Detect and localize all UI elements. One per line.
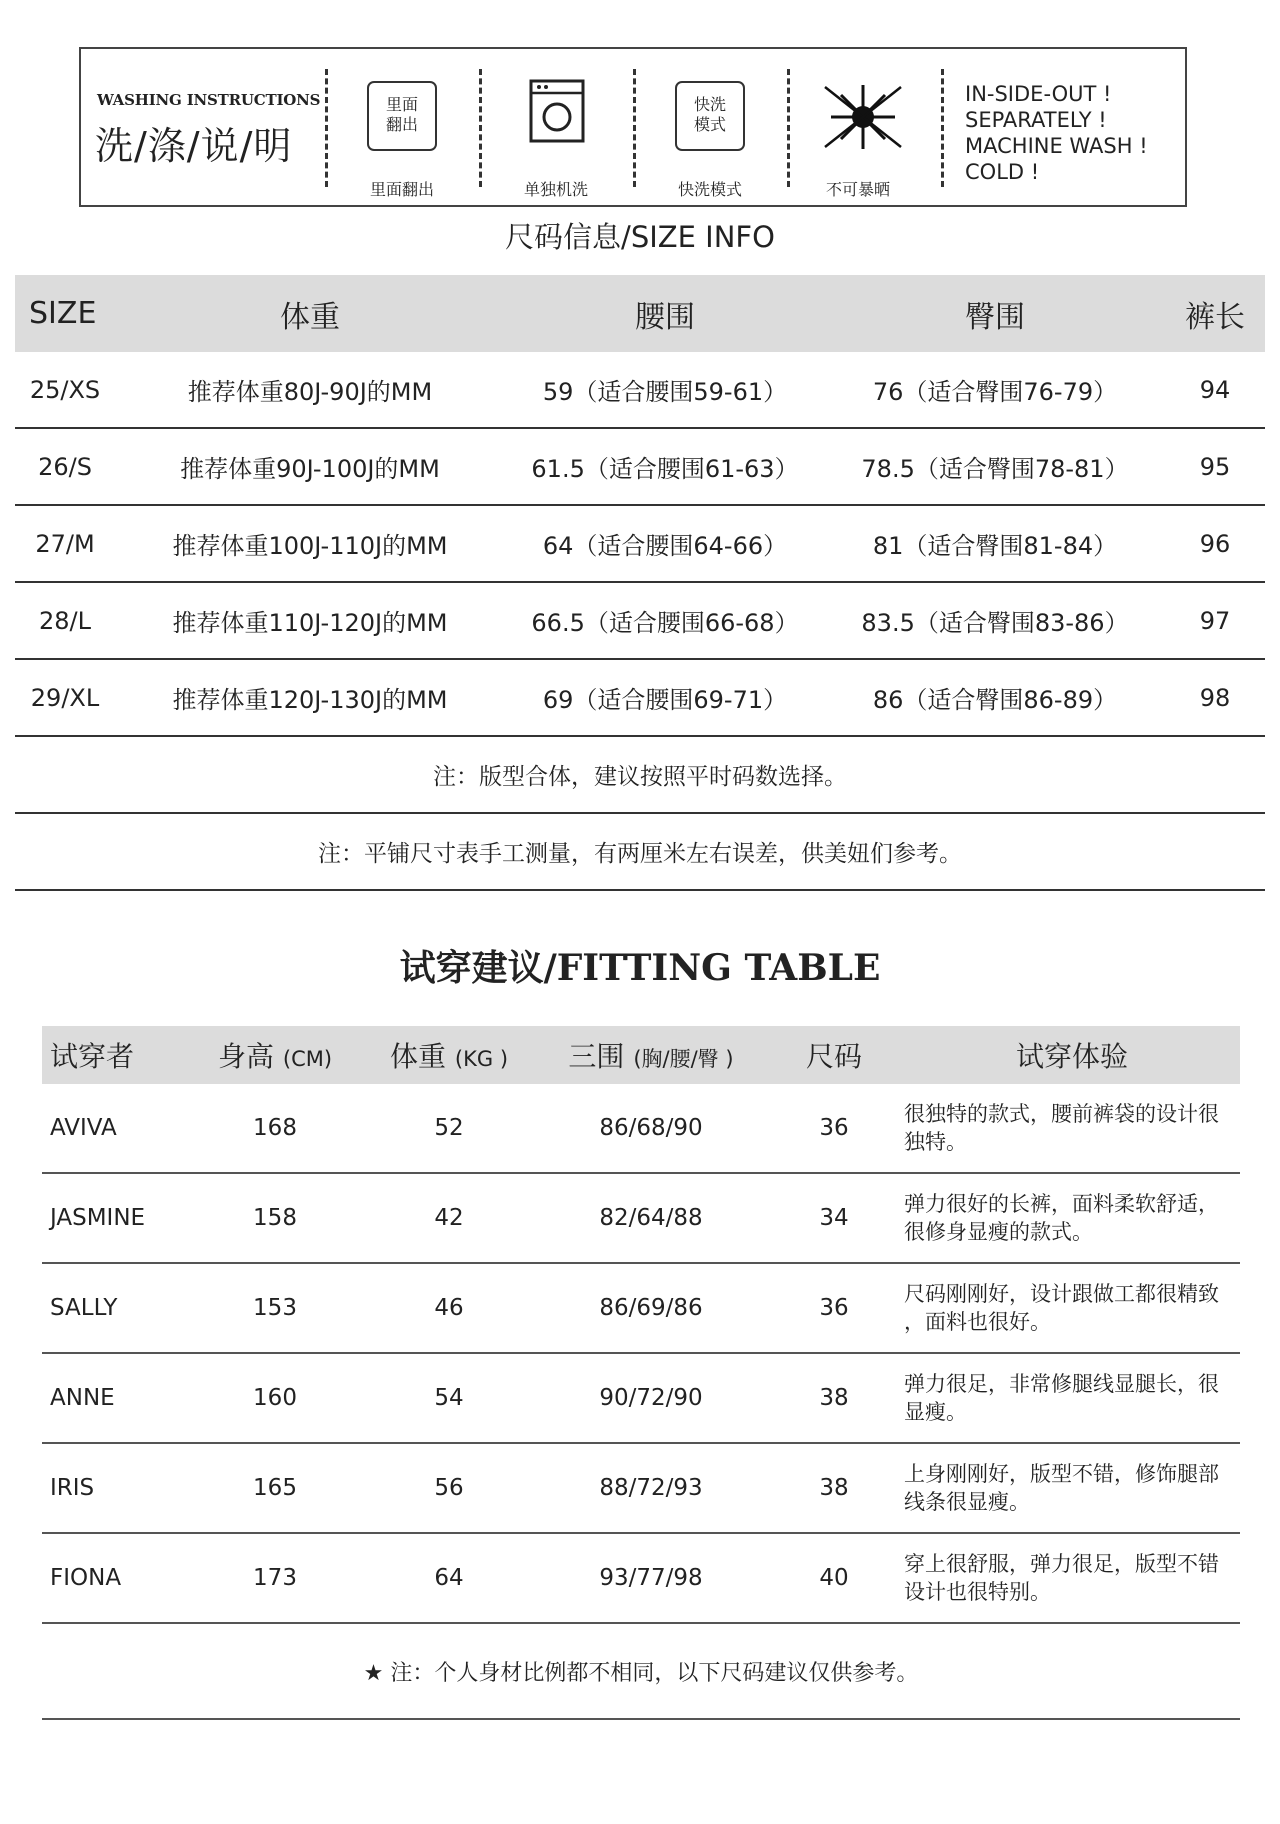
table-row [42,1263,1240,1353]
wash-caption: 里面翻出 [369,180,434,199]
cell-tester: ANNE [42,1353,190,1443]
cell-measurements: 86/68/90 [538,1084,764,1173]
cell-size: 29/XL [15,659,115,736]
note-row [15,736,1265,813]
cell-hip: 86（适合臀围86-89） [825,659,1165,736]
cell-length: 97 [1165,582,1265,659]
table-row [15,659,1265,736]
cell-hip: 76（适合臀围76-79） [825,352,1165,428]
fitting-table-header [42,1026,1240,1084]
header-label: 试穿体验 [1015,1040,1128,1073]
cell-height: 165 [190,1443,360,1533]
header-experience [904,1026,1240,1084]
cell-weight: 52 [360,1084,538,1173]
table-row [42,1173,1240,1263]
cell-height: 153 [190,1263,360,1353]
cell-weight: 54 [360,1353,538,1443]
header-label: 身高 [217,1040,274,1073]
header-waist: 腰围 [505,275,825,352]
table-row [15,505,1265,582]
cell-size: 38 [764,1353,904,1443]
header-size: SIZE [15,275,115,352]
header-label: 三围 [568,1040,625,1073]
wash-item-quick [645,63,775,203]
cell-size: 36 [764,1084,904,1173]
cell-tester: AVIVA [42,1084,190,1173]
cell-size: 26/S [15,428,115,505]
dashed-divider [633,69,636,187]
header-unit: (KG ) [454,1047,509,1071]
cell-weight: 64 [360,1533,538,1623]
wash-line: SEPARATELY ! [965,108,1107,132]
icon-text: 快洗 模式 [693,95,726,134]
note-row [42,1623,1240,1719]
fitting-note: ★ 注：个人身材比例都不相同，以下尺码建议仅供参考。 [42,1623,1240,1719]
cell-waist: 61.5（适合腰围61-63） [505,428,825,505]
wash-caption: 单独机洗 [523,180,588,199]
cell-tester: JASMINE [42,1173,190,1263]
cell-tester: FIONA [42,1533,190,1623]
cell-experience: 很独特的款式，腰前裤袋的设计很独特。 [904,1084,1240,1173]
cell-height: 158 [190,1173,360,1263]
dashed-divider [787,69,790,187]
wash-item-no-sun [793,63,923,203]
dashed-divider [325,69,328,187]
cell-size: 25/XS [15,352,115,428]
cell-weight: 推荐体重110J-120J的MM [115,582,505,659]
cell-weight: 推荐体重120J-130J的MM [115,659,505,736]
cell-waist: 69（适合腰围69-71） [505,659,825,736]
cell-experience: 尺码刚刚好，设计跟做工都很精致 ，面料也很好。 [904,1263,1240,1353]
cell-size: 34 [764,1173,904,1263]
header-hip: 臀围 [825,275,1165,352]
header-label: 体重 [389,1040,446,1073]
cell-measurements: 82/64/88 [538,1173,764,1263]
header-length: 裤长 [1165,275,1265,352]
cell-experience: 弹力很足，非常修腿线显腿长，很显瘦。 [904,1353,1240,1443]
cell-experience: 上身刚刚好，版型不错，修饰腿部线条很显瘦。 [904,1443,1240,1533]
cell-waist: 59（适合腰围59-61） [505,352,825,428]
wash-caption: 不可暴晒 [825,180,890,199]
cell-height: 160 [190,1353,360,1443]
header-weight: 体重 [115,275,505,352]
header-weight [360,1026,538,1084]
cell-length: 94 [1165,352,1265,428]
size-info-title: 尺码信息/SIZE INFO [505,220,775,254]
size-table [15,275,1265,891]
washing-english-list [965,81,1148,185]
wash-line: MACHINE WASH ! [965,134,1148,158]
cell-weight: 46 [360,1263,538,1353]
table-row [42,1533,1240,1623]
fitting-table [42,1026,1240,1720]
cell-weight: 42 [360,1173,538,1263]
quick-wash-icon [675,81,745,151]
cell-size: 38 [764,1443,904,1533]
cell-size: 27/M [15,505,115,582]
header-size [764,1026,904,1084]
fitting-table-title: 试穿建议/FITTING TABLE [399,947,881,989]
wash-item-machine [491,63,621,203]
cell-weight: 推荐体重100J-110J的MM [115,505,505,582]
table-row [42,1084,1240,1173]
wash-line: IN-SIDE-OUT ! [965,82,1112,106]
no-sun-icon [821,75,905,159]
cell-weight: 推荐体重80J-90J的MM [115,352,505,428]
cell-measurements: 93/77/98 [538,1533,764,1623]
table-row [15,582,1265,659]
cell-waist: 64（适合腰围64-66） [505,505,825,582]
wash-line: COLD ! [965,160,1040,184]
cell-weight: 56 [360,1443,538,1533]
cell-size: 28/L [15,582,115,659]
cell-height: 173 [190,1533,360,1623]
washing-instructions-box [79,47,1187,207]
cell-weight: 推荐体重90J-100J的MM [115,428,505,505]
cell-tester: IRIS [42,1443,190,1533]
cell-size: 36 [764,1263,904,1353]
cell-size: 40 [764,1533,904,1623]
table-row [15,352,1265,428]
size-table-header [15,275,1265,352]
icon-text: 里面 翻出 [385,95,418,134]
header-height [190,1026,360,1084]
washing-machine-icon [529,79,585,143]
table-row [15,428,1265,505]
cell-hip: 78.5（适合臀围78-81） [825,428,1165,505]
dashed-divider [941,69,944,187]
wash-caption: 快洗模式 [677,180,742,199]
washing-title-en: WASHING INSTRUCTIONS [97,91,321,109]
cell-experience: 弹力很好的长裤，面料柔软舒适，很修身显瘦的款式。 [904,1173,1240,1263]
inside-out-icon [367,81,437,151]
dashed-divider [479,69,482,187]
cell-hip: 81（适合臀围81-84） [825,505,1165,582]
header-unit: (CM) [282,1047,333,1071]
cell-measurements: 88/72/93 [538,1443,764,1533]
note-row [15,813,1265,890]
cell-hip: 83.5（适合臀围83-86） [825,582,1165,659]
cell-height: 168 [190,1084,360,1173]
cell-length: 98 [1165,659,1265,736]
header-tester [42,1026,190,1084]
table-row [42,1443,1240,1533]
size-note-measure: 注：平铺尺寸表手工测量，有两厘米左右误差，供美妞们参考。 [15,813,1265,890]
cell-experience: 穿上很舒服，弹力很足，版型不错设计也很特别。 [904,1533,1240,1623]
cell-length: 96 [1165,505,1265,582]
cell-measurements: 86/69/86 [538,1263,764,1353]
washing-title-cn: 洗/涤/说/明 [95,124,293,168]
size-note-fit: 注：版型合体，建议按照平时码数选择。 [15,736,1265,813]
header-label: 尺码 [805,1040,862,1073]
wash-item-inside-out [337,63,467,203]
header-unit: (胸/腰/臀 ) [633,1047,734,1071]
cell-measurements: 90/72/90 [538,1353,764,1443]
cell-waist: 66.5（适合腰围66-68） [505,582,825,659]
table-row [42,1353,1240,1443]
cell-length: 95 [1165,428,1265,505]
header-label: 试穿者 [50,1040,135,1073]
cell-tester: SALLY [42,1263,190,1353]
header-measurements [538,1026,764,1084]
